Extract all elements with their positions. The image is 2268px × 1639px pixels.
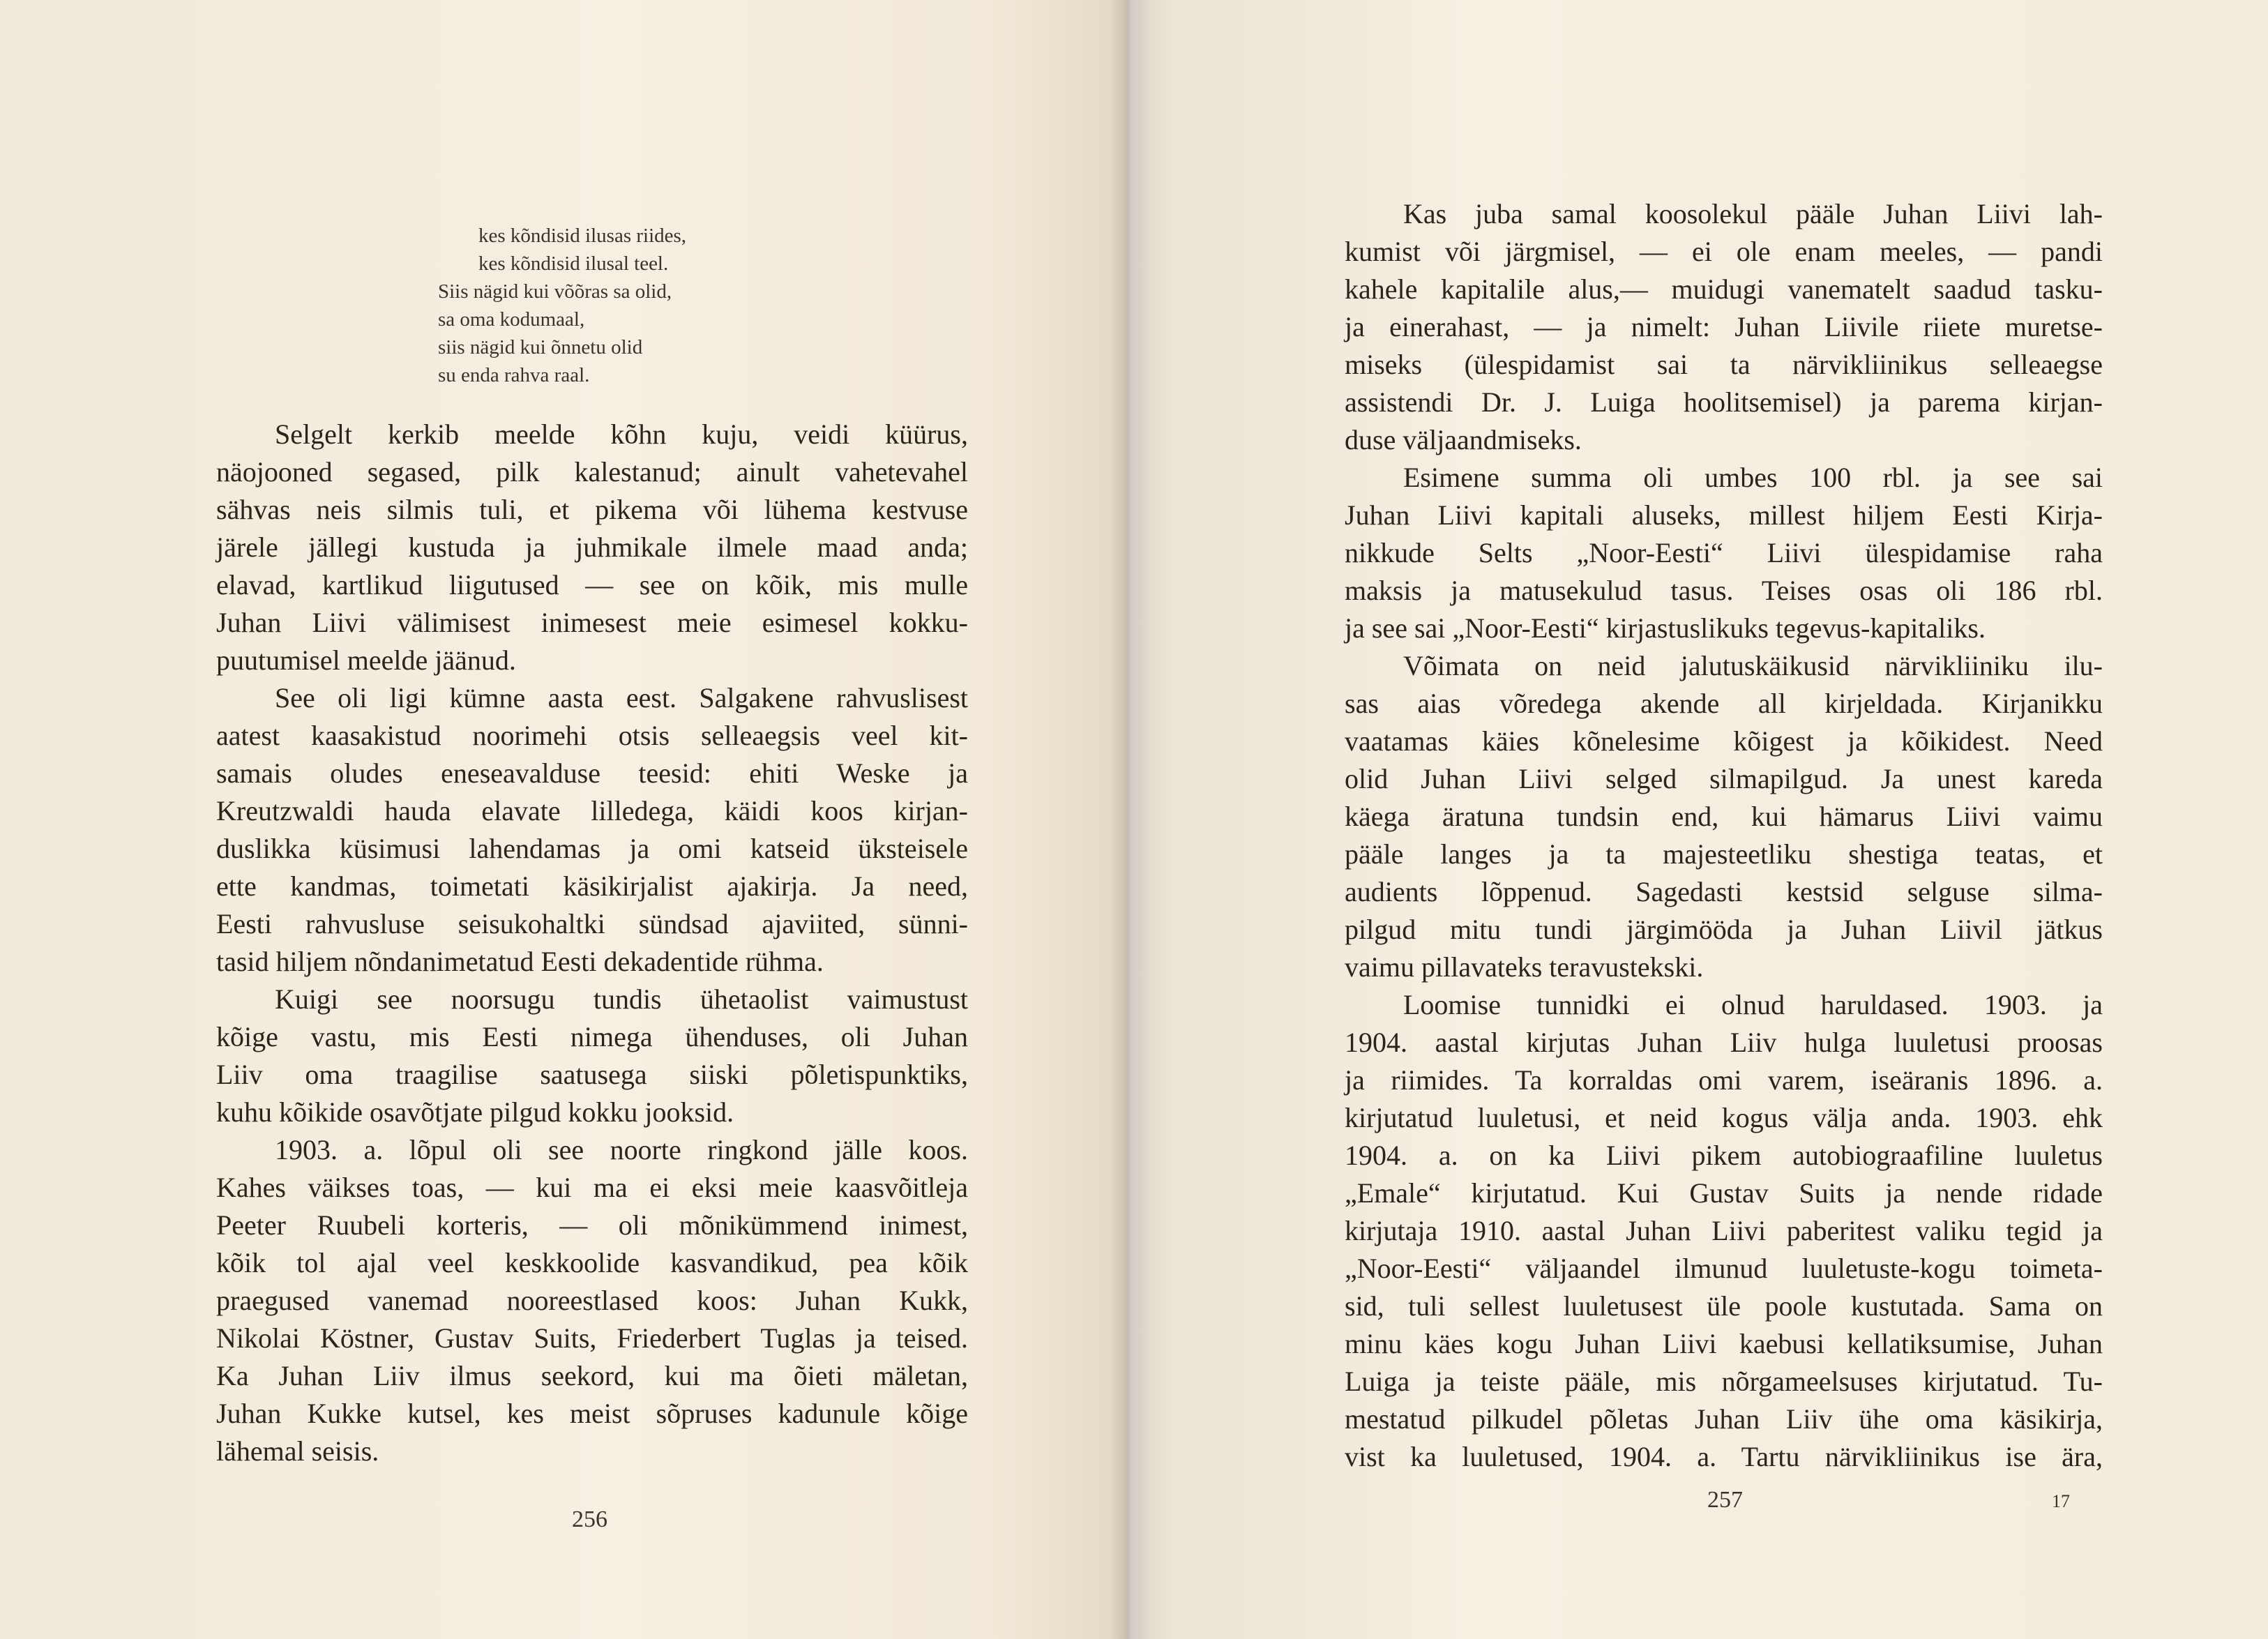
text-line: Peeter Ruubeli korteris, — oli mõnikümmend inimest, [216, 1209, 968, 1241]
text-line: miseks (ülespidamist sai ta närvikliinikus selleaegse [1345, 349, 2103, 380]
text-line: aatest kaasakistud noorimehi otsis selleaegsis veel kit- [216, 720, 968, 751]
text-line: sähvas neis silmis tuli, et pikema või lühema kestvuse [216, 494, 968, 525]
text-line: ja see sai „Noor-Eesti“ kirjastuslikuks tegevus-kapitaliks. [1345, 612, 1986, 644]
text-line: duse väljaandmiseks. [1345, 424, 1582, 455]
text-line: kirjutaja 1910. aastal Juhan Liivi paberitest valiku tegid ja [1345, 1215, 2103, 1246]
text-line: tasid hiljem nõndanimetatud Eesti dekadentide rühma. [216, 946, 824, 977]
text-line: ja einerahast, — ja nimelt: Juhan Liivile riiete muretse- [1345, 311, 2103, 342]
text-line: järele jällegi kustuda ja juhmikale ilmele maad anda; [216, 531, 968, 563]
text-line: praegused vanemad nooreestlased koos: Juhan Kukk, [216, 1285, 968, 1316]
text-line: vist ka luuletused, 1904. a. Tartu närvikliinikus ise ära, [1345, 1441, 2103, 1472]
left-page [0, 0, 1126, 1639]
text-line: See oli ligi kümne aasta eest. Salgakene rahvuslisest [275, 682, 968, 713]
text-line: vaatamas käies kõnelesime kõigest ja kõikidest. Need [1345, 725, 2103, 757]
text-line: kuhu kõikide osavõtjate pilgud kokku jooksid. [216, 1096, 734, 1128]
text-line: pilgud mitu tundi järgimööda ja Juhan Liivil jätkus [1345, 914, 2103, 945]
text-line: olid Juhan Liivi selged silmapilgud. Ja unest kareda [1345, 763, 2103, 794]
text-line: sid, tuli sellest luuletusest üle poole kustutada. Sama on [1345, 1290, 2103, 1322]
text-line: Võimata on neid jalutuskäikusid närvikliiniku ilu- [1403, 650, 2103, 681]
text-line: ette kandmas, toimetati käsikirjalist ajakirja. Ja need, [216, 870, 968, 902]
text-line: Esimene summa oli umbes 100 rbl. ja see sai [1403, 462, 2103, 493]
text-line: nikkude Selts „Noor-Eesti“ Liivi ülespidamise raha [1345, 537, 2103, 568]
text-line: Kreutzwaldi hauda elavate lilledega, käidi koos kirjan- [216, 795, 968, 826]
page-number: 256 [572, 1506, 607, 1532]
text-line: Selgelt kerkib meelde kõhn kuju, veidi küürus, [275, 418, 968, 450]
text-line: kirjutatud luuletusi, et neid kogus välja anda. 1903. ehk [1345, 1102, 2103, 1133]
text-line: Luiga ja teiste pääle, mis nõrgameelsuses kirjutatud. Tu- [1345, 1366, 2103, 1397]
text-line: näojooned segased, pilk kalestanud; ainult vahetevahel [216, 456, 968, 488]
text-line: audients lõppenud. Sagedasti kestsid selguse silma- [1345, 876, 2103, 907]
text-line: duslikka küsimusi lahendamas ja omi katseid üksteisele [216, 833, 968, 864]
text-line: elavad, kartlikud liigutused — see on kõik, mis mulle [216, 569, 968, 601]
text-line: Kas juba samal koosolekul pääle Juhan Liivi lah- [1403, 198, 2103, 229]
text-line: minu käes kogu Juhan Liivi kaebusi kellatiksumise, Juhan [1345, 1328, 2103, 1359]
poem-line: siis nägid kui õnnetu olid [438, 336, 643, 358]
text-line: maksis ja matusekulud tasus. Teises osas oli 186 rbl. [1345, 575, 2103, 606]
right-body-text [1345, 195, 2103, 1476]
text-line: kõige vastu, mis Eesti nimega ühenduses, oli Juhan [216, 1021, 968, 1052]
text-line: vaimu pillavateks teravustekski. [1345, 951, 1704, 983]
text-line: Juhan Kukke kutsel, kes meist sõpruses kadunule kõige [216, 1398, 968, 1429]
text-line: 1903. a. lõpul oli see noorte ringkond jälle koos. [275, 1134, 968, 1165]
text-line: lähemal seisis. [216, 1435, 379, 1467]
left-body-text [216, 416, 968, 1470]
text-line: „Emale“ kirjutatud. Kui Gustav Suits ja nende ridade [1345, 1177, 2103, 1209]
text-line: Ka Juhan Liiv ilmus seekord, kui ma õieti mäletan, [216, 1360, 968, 1391]
text-line: 1904. a. on ka Liivi pikem autobiograafiline luuletus [1345, 1140, 2103, 1171]
text-line: pääle langes ja ta majesteetliku shestiga teatas, et [1345, 838, 2103, 870]
text-line: ja riimides. Ta korraldas omi varem, iseäranis 1896. a. [1345, 1064, 2103, 1096]
text-line: Liiv oma traagilise saatusega siiski põletispunktiks, [216, 1059, 968, 1090]
text-line: sas aias võredega akende all kirjeldada. Kirjanikku [1345, 688, 2103, 719]
poem-line: Siis nägid kui võõras sa olid, [438, 280, 672, 303]
text-line: kõik tol ajal veel keskkoolide kasvandikud, pea kõik [216, 1247, 968, 1278]
text-line: kahele kapitalile alus,— muidugi vanematelt saadud tasku- [1345, 273, 2103, 305]
text-line: Kahes väikses toas, — kui ma ei eksi meie kaasvõitleja [216, 1172, 968, 1203]
poem-line: su enda rahva raal. [438, 364, 590, 386]
text-line: 1904. aastal kirjutas Juhan Liiv hulga luuletusi proosas [1345, 1027, 2103, 1058]
text-line: käega äratuna tundsin end, kui hämarus Liivi vaimu [1345, 801, 2103, 832]
text-line: kumist või järgmisel, — ei ole enam meeles, — pandi [1345, 236, 2103, 267]
text-line: Eesti rahvusluse seisukohaltki sündsad ajaviited, sünni- [216, 908, 968, 939]
poem-line: kes kõndisid ilusas riides, [478, 225, 687, 247]
text-line: „Noor-Eesti“ väljaandel ilmunud luuletuste-kogu toimeta- [1345, 1253, 2103, 1284]
poem-line: sa oma kodumaal, [438, 308, 585, 331]
signature-mark: 17 [2052, 1491, 2070, 1511]
text-line: mestatud pilkudel põletas Juhan Liiv ühe oma käsikirja, [1345, 1403, 2103, 1435]
text-line: Loomise tunnidki ei olnud haruldased. 1903. ja [1403, 989, 2103, 1020]
right-page [1126, 0, 2268, 1639]
text-line: puutumisel meelde jäänud. [216, 644, 516, 676]
text-line: Kuigi see noorsugu tundis ühetaolist vaimustust [275, 983, 968, 1015]
poem-line: kes kõndisid ilusal teel. [478, 252, 669, 275]
text-line: Nikolai Köstner, Gustav Suits, Friederbert Tuglas ja teised. [216, 1322, 968, 1354]
page-number: 257 [1707, 1487, 1743, 1513]
text-line: Juhan Liivi kapitali aluseks, millest hiljem Eesti Kirja- [1345, 499, 2103, 531]
text-line: samais oludes eneseavalduse teesid: ehiti Weske ja [216, 757, 968, 789]
book-gutter [1109, 0, 1151, 1639]
poem-excerpt [438, 222, 870, 389]
text-line: Juhan Liivi välimisest inimesest meie esimesel kokku- [216, 607, 968, 638]
text-line: assistendi Dr. J. Luiga hoolitsemisel) ja parema kirjan- [1345, 386, 2103, 418]
